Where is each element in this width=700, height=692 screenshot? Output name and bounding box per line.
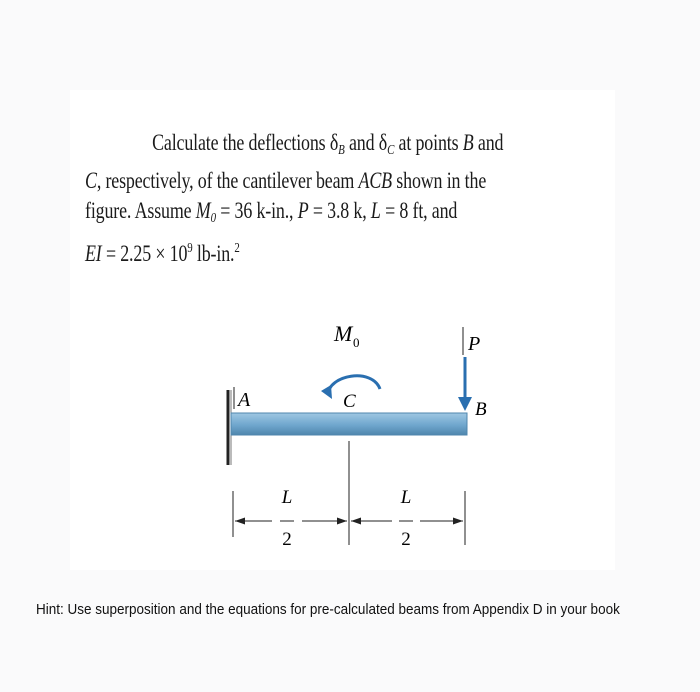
dimension-arrow <box>337 518 347 525</box>
text-run: at points <box>394 130 463 155</box>
text-run: = 8 ft, and <box>380 198 458 223</box>
text-run: = 36 k-in., <box>215 198 298 223</box>
dimension-arrow <box>235 518 245 525</box>
moment-symbol: M <box>195 198 211 223</box>
dimension-arrow <box>351 518 361 525</box>
point-b-label: B <box>462 130 474 155</box>
length-symbol: L <box>370 198 381 223</box>
point-b-label: B <box>475 399 487 420</box>
text-run: figure. Assume <box>85 198 196 223</box>
moment-label: M <box>334 321 353 346</box>
moment-label-subscript: 0 <box>353 335 360 350</box>
subscript-c: C <box>387 143 395 158</box>
load-symbol: P <box>297 198 309 223</box>
exponent-2: 2 <box>234 241 240 256</box>
problem-line-2 <box>85 166 615 196</box>
rigidity-symbol: EI <box>85 241 102 266</box>
text-run: and δ <box>344 130 388 155</box>
exponent-9: 9 <box>187 241 193 256</box>
text-run: = 3.8 k, <box>308 198 371 223</box>
problem-line-3 <box>85 196 615 234</box>
beam-diagram <box>200 305 500 565</box>
moment-subscript: 0 <box>210 211 216 226</box>
problem-line-4 <box>85 234 615 269</box>
text-run: lb-in. <box>192 241 235 266</box>
dimension-arrow <box>453 518 463 525</box>
dimension-1-denominator: 2 <box>282 529 292 550</box>
text-run: and <box>473 130 504 155</box>
point-c-label: C <box>343 391 356 412</box>
subscript-b: B <box>338 143 345 158</box>
cantilever-beam <box>231 413 467 435</box>
dimension-2-numerator: L <box>400 487 412 508</box>
load-p-label: P <box>468 333 481 355</box>
point-a-label: A <box>238 389 251 411</box>
text-run: , respectively, of the cantilever beam <box>96 168 359 193</box>
moment-arrowhead <box>321 385 332 399</box>
point-c-label: C <box>85 168 97 193</box>
text-run: = 2.25 × 10 <box>101 241 188 266</box>
problem-statement <box>85 128 504 269</box>
beam-figure <box>200 305 500 565</box>
hint-text: Hint: Use superposition and the equations for pre-calculated beams from Appendix D in your book <box>36 601 620 618</box>
load-arrowhead <box>458 397 472 411</box>
dimension-2-denominator: 2 <box>401 529 411 550</box>
text-run: shown in the <box>391 168 487 193</box>
text-run: Calculate the deflections δ <box>152 130 339 155</box>
dimension-1-numerator: L <box>281 487 293 508</box>
problem-line-1 <box>85 128 682 166</box>
beam-name: ACB <box>358 168 392 193</box>
